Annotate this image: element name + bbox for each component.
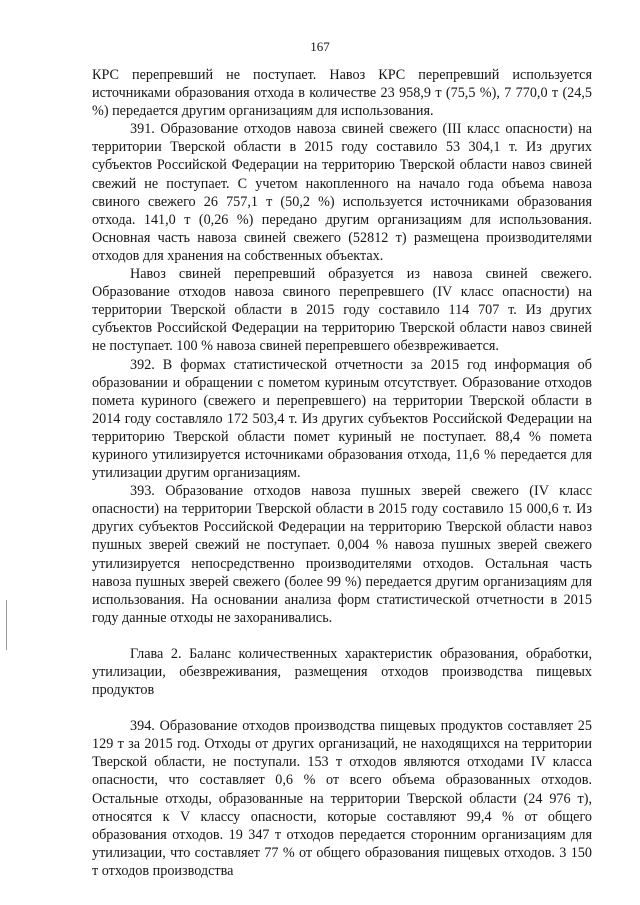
paragraph-393: 393. Образование отходов навоза пушных зверей свежего (IV класс опасности) на территории Тверской области в 2015 году составило 15 000,6 т. Из других субъектов Российской Федерации на территорию Тверской области навоз пушных зверей свежий не поступает. 0,004 % навоза пушных зверей свежего утилизируется непосредственно производителями отходов. Остальная часть навоза пушных зверей свежего (более 99 %) передается другим организациям для использования. На основании анализа форм статистической отчетности в 2015 году данные отходы не захоранивались.: [92, 483, 592, 626]
body-text: [92, 66, 592, 880]
page-number: 167: [310, 39, 330, 54]
paragraph-391: 391. Образование отходов навоза свиней свежего (III класс опасности) на территории Тверской области в 2015 году составило 53 304,1 т. Из других субъектов Российской Федерации на территорию Тверской области навоз свиней свежий не поступает. С учетом накопленного на начало года объема навоза свиного свежего 26 757,1 т (50,2 %) используется источниками образования отхода. 141,0 т (0,26 %) передано другим организациям для использования. Основная часть навоза свиней свежего (52812 т) размещена производителями отходов для хранения на собственных объектах.: [92, 121, 592, 264]
paragraph-394: 394. Образование отходов производства пищевых продуктов составляет 25 129 т за 2015 год. Отходы от других организаций, не находящихся на территории Тверской области, не поступали. 153 т отходов являются отходами IV класса опасности, что составляет 0,6 % от всего объема образованных отходов. Остальные отходы, образованные на территории Тверской области (24 976 т), относятся к V классу опасности, которые составляют 99,4 % от общего образования отходов. 19 347 т отходов передается сторонним организациям для утилизации, что составляет 77 % от общего образования пищевых отходов. 3 150 т отходов производства: [92, 718, 592, 879]
paragraph-392: 392. В формах статистической отчетности за 2015 год информация об образовании и обращении с пометом куриным отсутствует. Образование отходов помета куриного (свежего и перепревшего) на территории Тверской области в 2014 году составляло 172 503,4 т. Из других субъектов Российской Федерации на территорию Тверской области помет куриный не поступает. 88,4 % помета куриного утилизируется источниками образования отхода, 11,6 % передается для утилизации другим организациям.: [92, 356, 592, 482]
margin-mark: [6, 600, 7, 650]
chapter-heading: Глава 2. Баланс количественных характеристик образования, обработки, утилизации, обезвреживания, размещения отходов производства пищевых продуктов: [92, 645, 592, 699]
paragraph-continuation: КРС перепревший не поступает. Навоз КРС перепревший используется источниками образования отхода в количестве 23 958,9 т (75,5 %), 7 770,0 т (24,5 %) передается другим организациям для использования.: [92, 67, 592, 120]
paragraph-pig-manure-rotted: Навоз свиней перепревший образуется из навоза свиней свежего. Образование отходов навоза свиного перепревшего (IV класс опасности) на территории Тверской области в 2015 году составило 114 707 т. Из других субъектов Российской Федерации на территорию Тверской области навоз свиней не поступает. 100 % навоза свиней перепревшего обезвреживается.: [92, 266, 592, 355]
